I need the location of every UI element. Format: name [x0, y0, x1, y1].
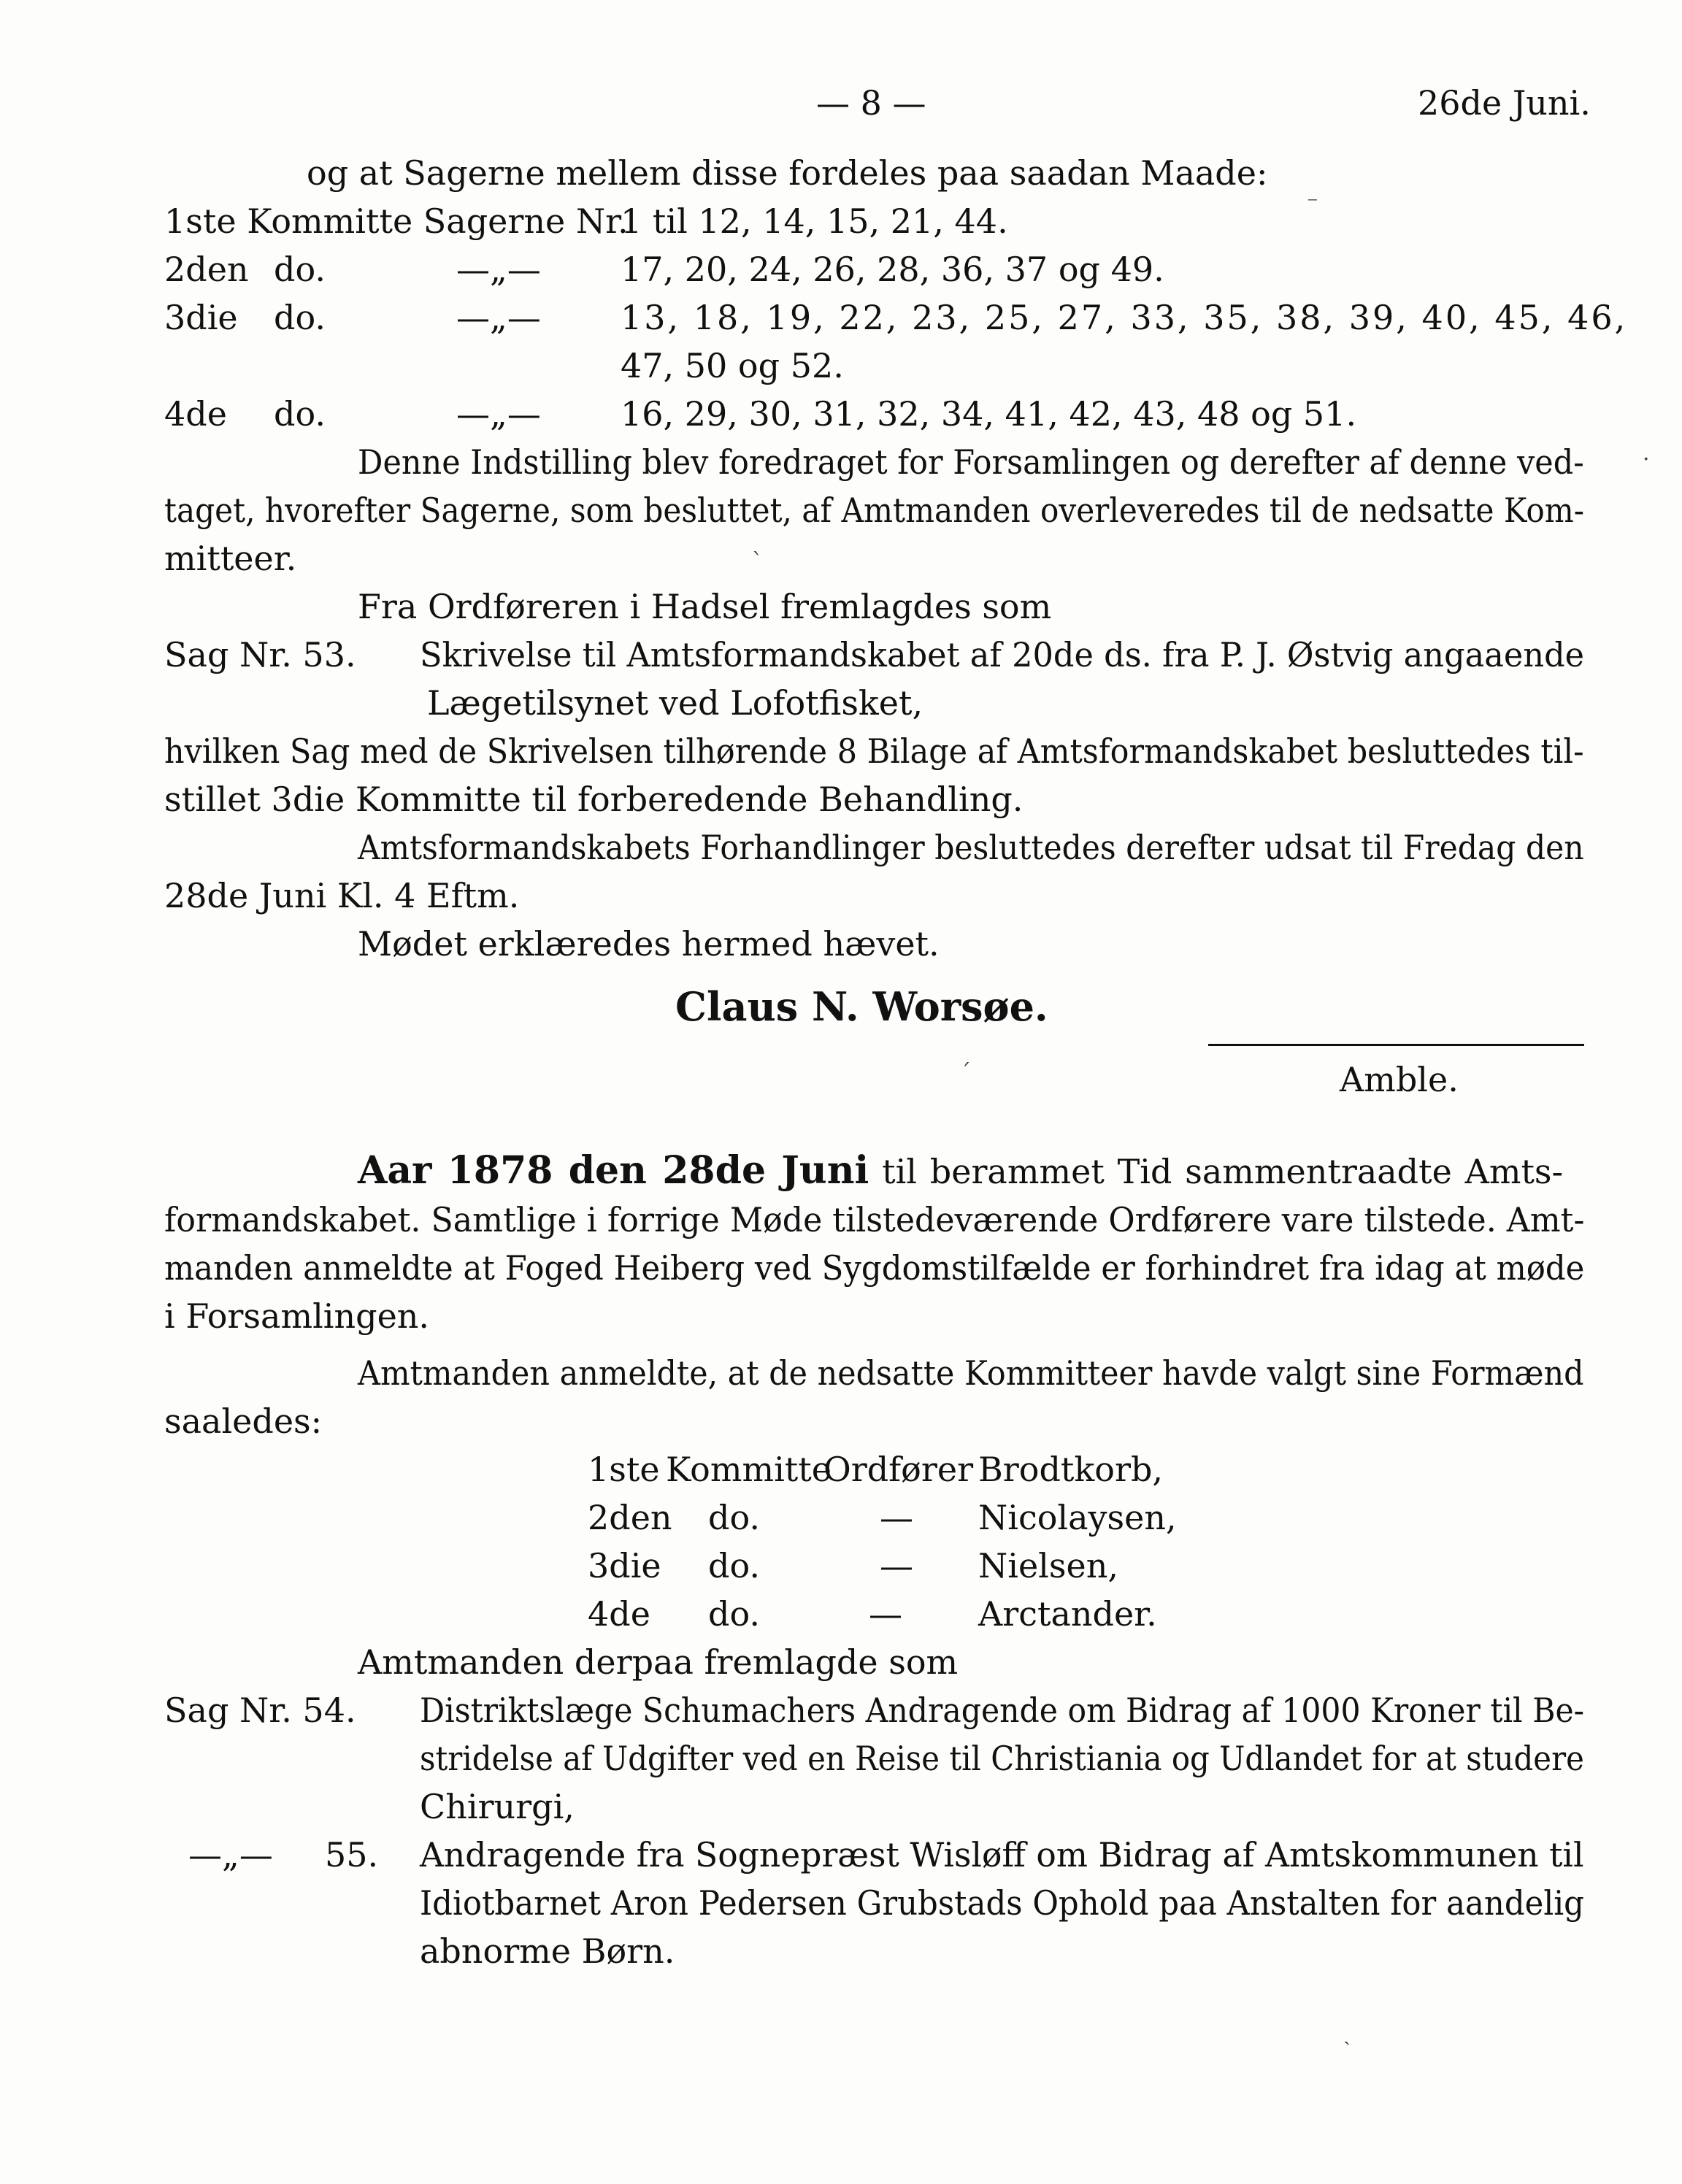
secretary-name: Amble. — [1340, 1060, 1459, 1099]
formand-2-committee: 2den — [588, 1498, 672, 1537]
committee-2-ditto-mark: —„— — [456, 250, 541, 289]
committee-4-ditto: do. — [274, 394, 326, 434]
closing-line: Mødet erklæredes hermed hævet. — [358, 924, 940, 964]
sag-54-line-2: stridelse af Udgifter ved en Reise til Christiania og Udlandet for at studere — [420, 1739, 1584, 1778]
meeting-opening-rest: til berammet Tid sammentraadte Amts- — [882, 1152, 1564, 1191]
sag-53-after-line-2: stillet 3die Kommitte til forberedende Behandling. — [164, 780, 1024, 819]
sag-54-label: Sag Nr. 54. — [164, 1691, 356, 1730]
para-indstilling-line-2: taget, hvorefter Sagerne, som besluttet, af Amtmanden overleveredes til de nedsatte Kom- — [164, 491, 1585, 530]
formaend-intro-line-2: saaledes: — [164, 1401, 323, 1441]
para-indstilling-line-1: Denne Indstilling blev foredraget for Forsamlingen og derefter af denne ved- — [358, 442, 1584, 482]
formand-2-title: — — [880, 1498, 913, 1537]
committee-4-label: 4de — [164, 394, 227, 434]
formand-4-committee: 4de — [588, 1594, 650, 1634]
scan-speck: ˏ — [1343, 2020, 1351, 2046]
page-number: — 8 — — [816, 83, 926, 123]
formand-1-word: Kommitte — [666, 1450, 832, 1489]
sag-54-line-3: Chirurgi, — [420, 1787, 575, 1826]
meeting-opening-line — [358, 1150, 1563, 1193]
sag-55-line-3: abnorme Børn. — [420, 1931, 675, 1971]
sag-53-line-2: Lægetilsynet ved Lofotfisket, — [427, 683, 923, 723]
formand-3-committee: 3die — [588, 1546, 661, 1585]
sag-55-line-1: Andragende fra Sognepræst Wisløff om Bidrag af Amtskommunen til — [420, 1835, 1584, 1875]
meeting-line-1: formandskabet. Samtlige i forrige Møde tilstedeværende Ordførere vare tilstede. Amt- — [164, 1200, 1585, 1239]
page-date: 26de Juni. — [1418, 83, 1591, 123]
committee-2-cases: 17, 20, 24, 26, 28, 36, 37 og 49. — [621, 250, 1164, 289]
formand-1-committee: 1ste — [588, 1450, 660, 1489]
fra-line: Fra Ordføreren i Hadsel fremlagdes som — [358, 587, 1052, 626]
meeting-line-3: i Forsamlingen. — [164, 1296, 430, 1336]
committee-3-cases-text: 13, 18, 19, 22, 23, 25, 27, 33, 35, 38, 39, 40, 45, 46, — [621, 298, 1628, 337]
formand-2-word: do. — [708, 1498, 760, 1537]
sag-53-after-line-1: hvilken Sag med de Skrivelsen tilhørende 8 Bilage af Amtsformandskabet besluttedes til- — [164, 731, 1584, 771]
sag-55-line-2: Idiotbarnet Aron Pedersen Grubstads Ophold paa Anstalten for aandelig — [420, 1883, 1584, 1923]
adjourn-line-2: 28de Juni Kl. 4 Eftm. — [164, 876, 520, 915]
committee-4-ditto-mark: —„— — [456, 394, 541, 434]
formaend-intro-line-1: Amtmanden anmeldte, at de nedsatte Kommitteer havde valgt sine Formænd — [358, 1353, 1584, 1393]
formand-3-word: do. — [708, 1546, 760, 1585]
formand-2-name: Nicolaysen, — [978, 1498, 1177, 1537]
sag-53-label: Sag Nr. 53. — [164, 635, 356, 674]
meeting-line-2: manden anmeldte at Foged Heiberg ved Sygdomstilfælde er forhindret fra idag at møde — [164, 1248, 1585, 1288]
committee-3-cases — [621, 296, 1628, 339]
formand-1-title: Ordfører — [823, 1450, 974, 1489]
formand-4-word: do. — [708, 1594, 760, 1634]
committee-3-label: 3die — [164, 298, 238, 337]
chair-signature: Claus N. Worsøe. — [675, 983, 1048, 1030]
para-indstilling-line-3: mitteer. — [164, 539, 297, 578]
committee-2-label: 2den — [164, 250, 249, 289]
formand-3-name: Nielsen, — [978, 1546, 1118, 1585]
scan-speck: ˊ — [960, 1060, 971, 1085]
scan-speck: · — [1643, 447, 1650, 472]
sag-53-line-1: Skrivelse til Amtsformandskabet af 20de ds. fra P. J. Østvig angaaende — [420, 635, 1585, 674]
committee-3-ditto: do. — [274, 298, 326, 337]
intro-line: og at Sagerne mellem disse fordeles paa saadan Maade: — [307, 153, 1268, 193]
sag-54-line-1: Distriktslæge Schumachers Andragende om Bidrag af 1000 Kroner til Be- — [420, 1691, 1585, 1730]
adjourn-line-1: Amtsformandskabets Forhandlinger besluttedes derefter udsat til Fredag den — [358, 828, 1584, 867]
sag-55-ditto-mark: —„— — [188, 1835, 273, 1875]
formand-3-title: — — [880, 1546, 913, 1585]
committee-1-cases: 1 til 12, 14, 15, 21, 44. — [621, 201, 1008, 241]
committee-3-ditto-mark: —„— — [456, 298, 541, 337]
committee-3-cases-cont: 47, 50 og 52. — [621, 346, 844, 385]
derpaa-line: Amtmanden derpaa fremlagde som — [358, 1642, 959, 1682]
sag-55-number: 55. — [325, 1835, 379, 1875]
committee-2-ditto: do. — [274, 250, 326, 289]
committee-1-label: 1ste Kommitte Sagerne Nr. — [164, 201, 629, 241]
formand-4-name: Arctander. — [978, 1594, 1157, 1634]
signature-rule — [1208, 1044, 1584, 1046]
formand-4-title: — — [869, 1594, 902, 1634]
scan-speck: ˋ — [752, 549, 763, 574]
committee-4-cases: 16, 29, 30, 31, 32, 34, 41, 42, 43, 48 og 51. — [621, 394, 1357, 434]
scan-speck: ⁻ — [1307, 191, 1318, 217]
formand-1-name: Brodtkorb, — [978, 1450, 1164, 1489]
meeting-opening-date: Aar 1878 den 28de Juni — [358, 1148, 869, 1193]
